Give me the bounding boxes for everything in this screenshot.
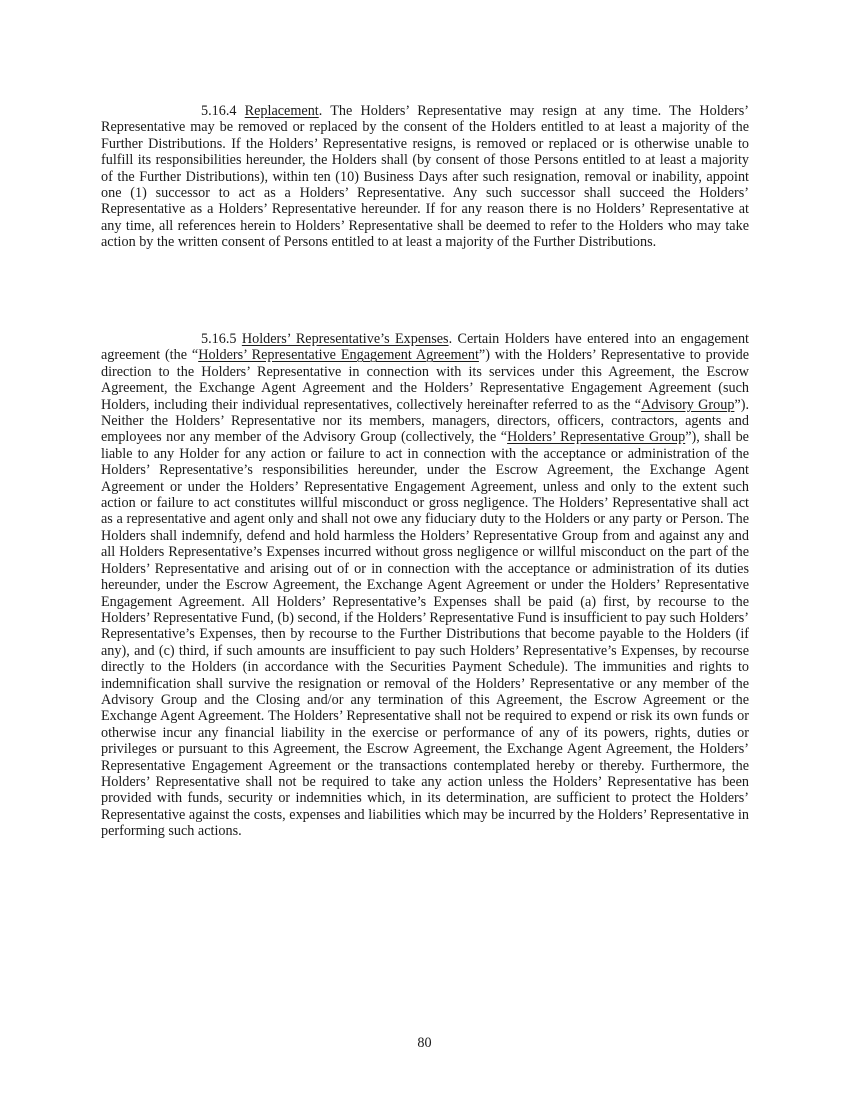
- paragraph-5-16-5: [101, 331, 749, 840]
- section-heading: Replacement: [244, 103, 319, 119]
- heading-punctuation: .: [318, 103, 331, 119]
- section-number: 5.16.5: [201, 331, 237, 347]
- heading-punctuation: .: [448, 331, 458, 347]
- defined-term-representative-group: Holders’ Representative Group: [507, 429, 686, 446]
- section-body-part-4: ”), shall be liable to any Holder for any action or failure to act in connection with the acceptance or administration of the Holders’ Representative’s responsibilities hereunder, under the Escrow Agreement, the Exchange Agent Agreement or under the Holders’ Representative Engagement Agreement, unless and only to the extent such action or failure to act constitutes willful misconduct or gross negligence. The Holders’ Representative shall act as a representative and agent only and shall not owe any fiduciary duty to the Holders or any party or Person. The Holders shall indemnify, defend and hold harmless the Holders’ Representative Group from and against any and all Holders Representative’s Expenses incurred without gross negligence or willful misconduct on the part of the Holders’ Representative and arising out of or in connection with the acceptance or administration of its duties hereunder, under the Escrow Agreement, the Exchange Agent Agreement or under the Holders’ Representative Engagement Agreement. All Holders’ Representative’s Expenses shall be paid (a) first, by recourse to the Holders’ Representative Fund, (b) second, if the Holders’ Representative Fund is insufficient to pay such Holders’ Representative’s Expenses, then by recourse to the Further Distributions that become payable to the Holders (if any), and (c) third, if such amounts are insufficient to pay such Holders’ Representative’s Expenses, by recourse directly to the Holders (in accordance with the Securities Payment Schedule). The immunities and rights to indemnification shall survive the resignation or removal of the Holders’ Representative or any member of the Advisory Group and the Closing and/or any termination of this Agreement, the Escrow Agreement or the Exchange Agent Agreement. The Holders’ Representative shall not be required to expend or risk its own funds or otherwise incur any financial liability in the exercise or performance of any of its powers, rights, duties or privileges or pursuant to this Agreement, the Escrow Agreement, the Exchange Agent Agreement, the Holders’ Representative Engagement Agreement or the transactions contemplated hereby or thereby. Furthermore, the Holders’ Representative shall not be required to take any action unless the Holders’ Representative has been provided with funds, security or indemnities which, in its determination, are sufficient to protect the Holders’ Representative against the costs, expenses and liabilities which may be incurred by the Holders’ Representative in performing such actions.: [101, 429, 749, 840]
- section-body-part-2: ”) with the Holders’ Representative to provide direction to the Holders’ Representative in connection with its services under this Agreement, the Escrow Agreement, the Exchange Agent Agreement and the Holders’ Representative Engagement Agreement (such Holders, including their individual representatives, collectively hereinafter referred to as the “: [101, 347, 750, 413]
- defined-term-engagement-agreement: Holders’ Representative Engagement Agreement: [198, 347, 479, 364]
- defined-term-advisory-group: Advisory Group: [641, 396, 735, 413]
- section-body: The Holders’ Representative may resign at any time. The Holders’ Representative may be removed or replaced by the consent of the Holders entitled to at least a majority of the Further Distributions. If the Holders’ Representative resigns, is removed or replaced or is otherwise unable to fulfill its responsibilities hereunder, the Holders shall (by consent of those Persons entitled to at least a majority of the Further Distributions), within ten (10) Business Days after such resignation, removal or inability, appoint one (1) successor to act as a Holders’ Representative. Any such successor shall succeed the Holders’ Representative as a Holders’ Representative hereunder. If for any reason there is no Holders’ Representative at any time, all references herein to Holders’ Representative shall be deemed to refer to the Holders who may take action by the written consent of Persons entitled to at least a majority of the Further Distributions.: [101, 103, 749, 251]
- section-number: 5.16.4: [201, 103, 237, 119]
- page-number: 80: [417, 1035, 432, 1051]
- paragraph-5-16-4: [101, 103, 749, 251]
- section-body-part-3: ”). Neither the Holders’ Representative nor its members, managers, directors, officers, contractors, agents and employees nor any member of the Advisory Group (collectively, the “: [101, 396, 749, 446]
- section-heading: Holders’ Representative’s Expenses: [241, 331, 449, 347]
- section-body-part-1: Certain Holders have entered into an engagement agreement (the “: [101, 331, 750, 364]
